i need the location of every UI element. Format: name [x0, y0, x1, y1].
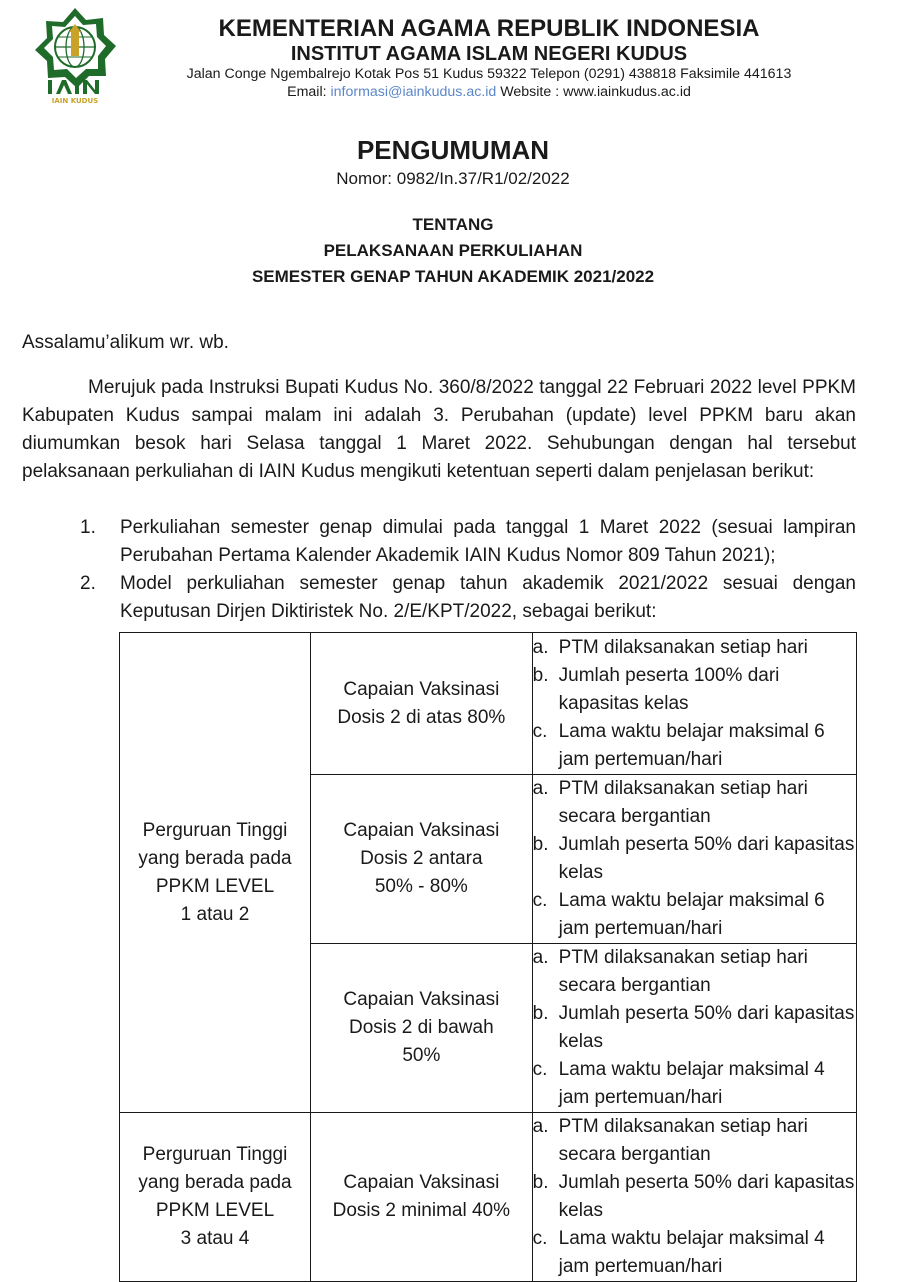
rule-item — [533, 1225, 856, 1281]
vaccination-line: 50% - 80% — [374, 876, 468, 897]
rule-item — [533, 718, 856, 774]
list-text: Model perkuliahan semester genap tahun akademik 2021/2022 sesuai dengan Keputusan Dirjen Diktiristek No. 2/E/KPT/2022, sebagai berikut: — [120, 573, 856, 622]
vaccination-line: Dosis 2 di atas 80% — [337, 706, 506, 728]
rule-item — [533, 634, 856, 662]
rule-text: PTM dilaksanakan setiap hari secara bergantian — [558, 947, 808, 996]
table-row — [120, 1113, 857, 1282]
list-item — [80, 570, 856, 626]
rule-label: a. — [532, 1116, 549, 1137]
level-line: PPKM LEVEL — [155, 1200, 275, 1221]
level-line: 1 atau 2 — [180, 903, 250, 925]
subject-line-2: SEMESTER GENAP TAHUN AKADEMIK 2021/2022 — [251, 267, 655, 286]
logo-wordmark: IAIN KUDUS — [51, 97, 99, 105]
level-line: yang berada pada — [138, 847, 292, 869]
vaccination-line: Capaian Vaksinasi — [343, 678, 500, 700]
rule-item — [533, 831, 856, 887]
list-number: 2. — [80, 573, 96, 594]
intro-paragraph: Merujuk pada Instruksi Bupati Kudus No. 360/8/2022 tanggal 22 Februari 2022 level PPKM Kabupaten Kudus sampai malam ini adalah 3. Perubahan (update) level PPKM baru akan diumumkan besok hari Selasa tanggal 1 Maret 2022. Sehubungan dengan hal tersebut pelaksanaan perkuliahan di IAIN Kudus mengikuti ketentuan seperti dalam penjelasan berikut: — [22, 377, 856, 482]
rule-text: Lama waktu belajar maksimal 4 jam pertemuan/hari — [558, 1228, 825, 1277]
rule-label: c. — [532, 1228, 548, 1249]
rule-text: Lama waktu belajar maksimal 6 jam pertemuan/hari — [558, 720, 825, 770]
vaccination-line: Dosis 2 minimal 40% — [332, 1200, 511, 1221]
document-title: PENGUMUMAN — [356, 135, 550, 165]
vaccination-line: Capaian Vaksinasi — [343, 820, 500, 841]
subject-label: TENTANG — [412, 215, 494, 234]
level-line: Perguruan Tinggi — [142, 819, 288, 841]
rule-item — [533, 944, 856, 1000]
email-label: Email: — [287, 84, 327, 100]
rule-item — [533, 1000, 856, 1056]
vaccination-cell — [311, 633, 533, 775]
vaccination-line: Capaian Vaksinasi — [343, 1172, 500, 1193]
document-number: Nomor: 0982/In.37/R1/02/2022 — [336, 169, 570, 188]
list-number: 1. — [80, 517, 96, 538]
rule-label: b. — [532, 834, 549, 855]
rule-text: Jumlah peserta 50% dari kapasitas kelas — [558, 834, 855, 883]
rules-cell — [532, 633, 856, 775]
rule-text: Lama waktu belajar maksimal 6 jam pertemuan/hari — [558, 890, 825, 939]
rule-label: b. — [532, 1003, 549, 1024]
vaccination-cell — [311, 1113, 533, 1282]
rules-cell — [532, 1113, 856, 1282]
rule-item — [533, 887, 856, 943]
rule-label: c. — [532, 720, 548, 742]
rule-item — [533, 662, 856, 718]
rule-text: Jumlah peserta 50% dari kapasitas kelas — [558, 1003, 855, 1052]
level-line: yang berada pada — [138, 1172, 292, 1193]
rules-cell — [532, 775, 856, 944]
letterhead — [112, 15, 866, 101]
vaccination-cell — [311, 775, 533, 944]
vaccination-line: Dosis 2 di bawah — [348, 1017, 494, 1038]
level-cell — [120, 633, 311, 1113]
rule-text: PTM dilaksanakan setiap hari secara bergantian — [558, 778, 808, 827]
list-text: Perkuliahan semester genap dimulai pada tanggal 1 Maret 2022 (sesuai lampiran Perubahan Pertama Kalender Akademik IAIN Kudus Nomor 809 Tahun 2021); — [120, 517, 856, 566]
rule-text: Lama waktu belajar maksimal 4 jam pertemuan/hari — [558, 1059, 825, 1108]
rule-label: a. — [532, 778, 549, 799]
rule-label: c. — [532, 890, 548, 911]
rule-label: a. — [532, 636, 549, 658]
ministry-name: KEMENTERIAN AGAMA REPUBLIK INDONESIA — [218, 15, 760, 42]
ppkm-table — [119, 632, 857, 1282]
subject-line-1: PELAKSANAAN PERKULIAHAN — [323, 241, 583, 260]
level-line: Perguruan Tinggi — [142, 1144, 288, 1165]
rules-cell — [532, 944, 856, 1113]
institute-name: INSTITUT AGAMA ISLAM NEGERI KUDUS — [290, 43, 688, 65]
list-item — [80, 514, 856, 570]
email-link[interactable]: informasi@iainkudus.ac.id — [330, 84, 497, 100]
vaccination-cell — [311, 944, 533, 1113]
level-line: PPKM LEVEL — [155, 875, 275, 897]
rule-item — [533, 775, 856, 831]
website-label: Website : — [500, 84, 560, 100]
greeting: Assalamu’alikum wr. wb. — [22, 332, 229, 353]
level-cell — [120, 1113, 311, 1282]
rule-text: Jumlah peserta 100% dari kapasitas kelas — [558, 664, 780, 714]
rule-item — [533, 1169, 856, 1225]
rule-item — [533, 1056, 856, 1112]
rule-label: b. — [532, 664, 549, 686]
rule-text: Jumlah peserta 50% dari kapasitas kelas — [558, 1172, 855, 1221]
rule-text: PTM dilaksanakan setiap hari secara bergantian — [558, 1116, 808, 1165]
vaccination-line: 50% — [402, 1045, 441, 1066]
rule-label: c. — [532, 1059, 548, 1080]
address-line: Jalan Conge Ngembalrejo Kotak Pos 51 Kudus 59322 Telepon (0291) 438818 Faksimile 441613 — [186, 66, 792, 82]
level-line: 3 atau 4 — [180, 1228, 250, 1249]
vaccination-line: Dosis 2 antara — [360, 848, 483, 869]
vaccination-line: Capaian Vaksinasi — [343, 989, 500, 1010]
rule-item — [533, 1113, 856, 1169]
website-link[interactable]: www.iainkudus.ac.id — [563, 84, 691, 100]
table-row — [120, 633, 857, 775]
rule-text: PTM dilaksanakan setiap hari — [558, 636, 808, 658]
contact-line — [112, 83, 866, 101]
iain-kudus-logo — [30, 6, 120, 106]
rule-label: b. — [532, 1172, 549, 1193]
rule-label: a. — [532, 947, 549, 968]
